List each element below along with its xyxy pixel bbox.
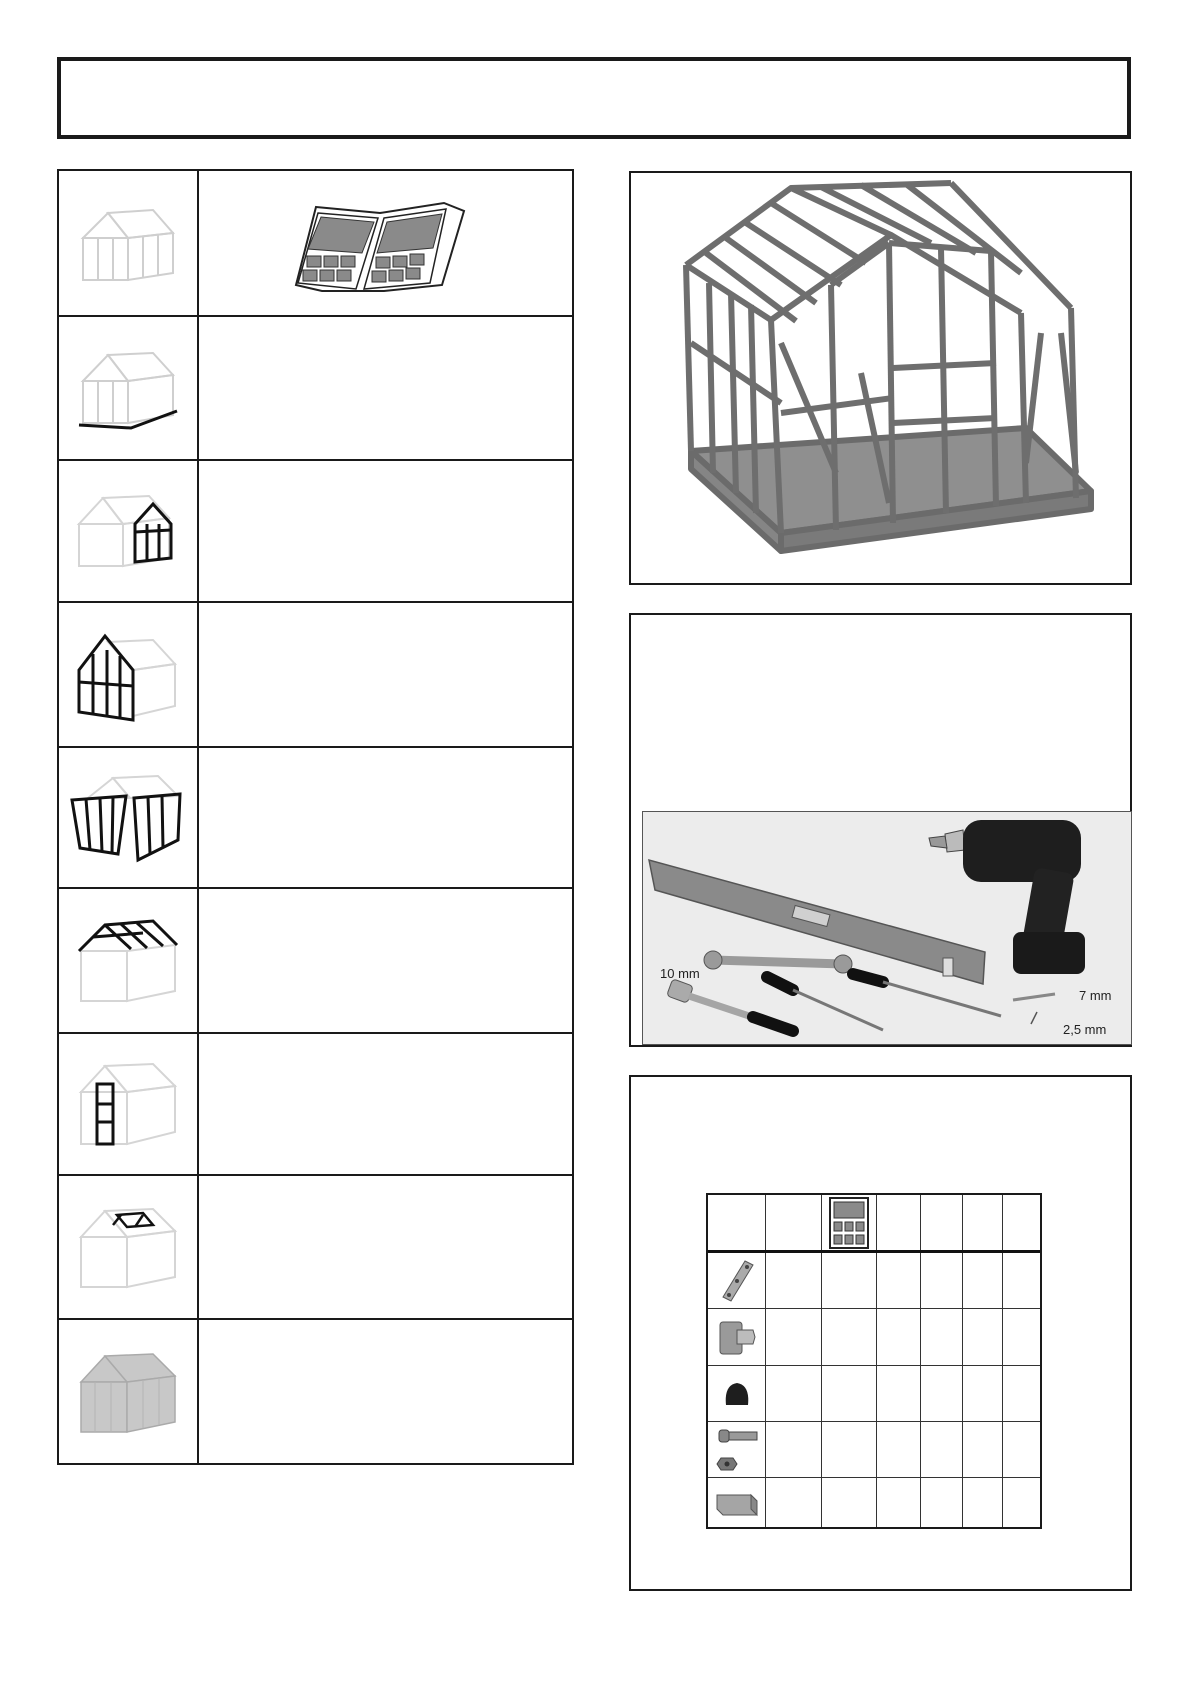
greenhouse-roof-window-icon — [73, 1197, 183, 1297]
greenhouse-side-walls-icon — [68, 768, 188, 868]
screw-nut-icon — [715, 1424, 759, 1476]
greenhouse-frame-illustration — [631, 173, 1130, 583]
end-cap-icon — [722, 1379, 752, 1409]
step-row-3 — [59, 461, 572, 603]
greenhouse-rear-gable-icon — [73, 486, 183, 576]
tools-illustration — [642, 811, 1132, 1045]
greenhouse-front-gable-icon — [73, 620, 183, 730]
glazing-thumbnail — [59, 1320, 199, 1463]
side-walls-thumbnail — [59, 748, 199, 887]
step-row-5 — [59, 748, 572, 889]
step-row-8 — [59, 1176, 572, 1320]
door-thumbnail — [59, 1034, 199, 1174]
greenhouse-door-icon — [73, 1054, 183, 1154]
drill-bit-small-label: 2,5 mm — [1063, 1022, 1107, 1037]
greenhouse-overview-thumbnail — [59, 171, 199, 315]
page-title-box — [57, 57, 1131, 139]
bolt-nut-icon — [717, 1316, 757, 1358]
parts-table — [706, 1193, 1042, 1529]
drill-bits-icon — [1013, 994, 1055, 1024]
roof-window-thumbnail — [59, 1176, 199, 1318]
step-row-7 — [59, 1034, 572, 1176]
rear-gable-thumbnail — [59, 461, 199, 601]
assembly-steps-table — [57, 169, 574, 1465]
corner-bracket-icon — [719, 1259, 755, 1303]
parts-row-2 — [708, 1309, 765, 1365]
drill-bit-large-label: 7 mm — [1079, 988, 1112, 1003]
greenhouse-base-icon — [73, 343, 183, 433]
greenhouse-roof-icon — [73, 911, 183, 1011]
wrench-icon — [704, 951, 852, 973]
instruction-manual-icon — [294, 201, 469, 296]
step-row-2 — [59, 317, 572, 461]
greenhouse-glazed-icon — [73, 1342, 183, 1442]
step-description — [199, 171, 572, 315]
tools-panel — [629, 613, 1132, 1047]
parts-row-3 — [708, 1366, 765, 1421]
greenhouse-light-icon — [73, 198, 183, 288]
step-row-4 — [59, 603, 572, 748]
wrench-size-label: 10 mm — [660, 966, 700, 981]
manual-booklet-icon — [829, 1197, 869, 1249]
step-row-9 — [59, 1320, 572, 1463]
parts-row-5 — [708, 1478, 765, 1531]
hardware-panel — [629, 1075, 1132, 1591]
step-row-6 — [59, 889, 572, 1034]
front-gable-thumbnail — [59, 603, 199, 746]
greenhouse-frame-panel — [629, 171, 1132, 585]
step-row-1 — [59, 171, 572, 317]
base-frame-thumbnail — [59, 317, 199, 459]
parts-row-4 — [708, 1422, 765, 1477]
roof-thumbnail — [59, 889, 199, 1032]
parts-row-1 — [708, 1253, 765, 1308]
screwdriver-icon — [767, 974, 1001, 1030]
spacer-icon — [713, 1489, 761, 1521]
